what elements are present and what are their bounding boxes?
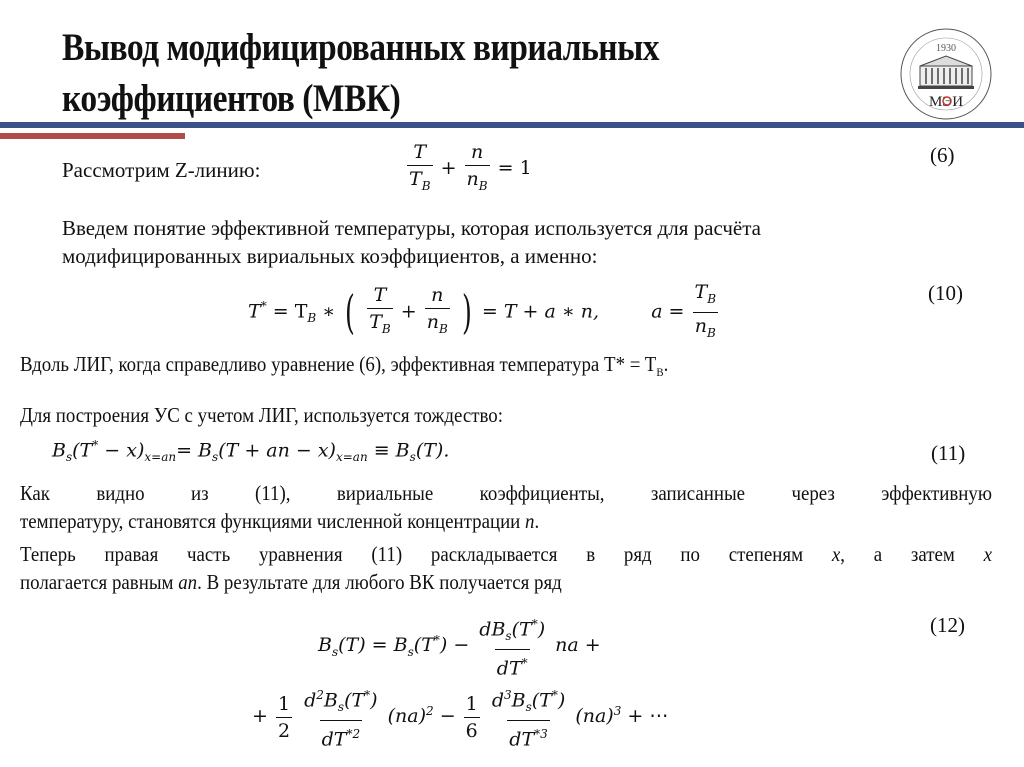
equation-12-line-2: + $\frac{1}{2}$ $\frac{d^2B_s(T^*)}{dT^{*2}}$ (na)$^2$ − $\frac{1}{6}$ $\frac{d^3B_s(T^*)}{dT^{*3}}$ (na)$^3$ + ⋯ bbox=[252, 683, 668, 751]
equation-10: $T^* = T_B$ ∗ ( $\frac{T}{T_B}$ + $\frac{n}{n_B}$ ) = T + a ∗ n, a = $\frac{T_B}{n_B}$ bbox=[248, 280, 720, 345]
fraction: $\frac{d^2B_s(T^*)}{dT^{*2}}$ bbox=[304, 688, 378, 751]
fraction: $\frac{T}{T_B}$ bbox=[407, 140, 433, 198]
lig-condition-text: Вдоль ЛИГ, когда справедливо уравнение (6), эффективная температура $T* = T_B$. bbox=[20, 352, 669, 380]
effective-temperature-intro: Введем понятие эффективной температуры, которая используется для расчёта модифицированных вириальных коэффициентов, а именно: bbox=[62, 216, 761, 268]
fraction: $\frac{n}{n_B}$ bbox=[465, 140, 490, 198]
equation-11: $B_s(T^* - x)_{x=an}= B_s(T$ + an − $x)_{x=an} \equiv B_s(T)$. bbox=[52, 438, 450, 465]
divider-bar-blue bbox=[0, 122, 1024, 128]
virial-coefficients-note: Как видно из (11), вириальные коэффициенты, записанные через эффективную температуру, становятся функциями численной концентрации n. bbox=[20, 481, 992, 533]
svg-text:МЭИ: МЭИ bbox=[928, 94, 964, 110]
fraction: $\frac{dB_s(T^*)}{dT^*}$ bbox=[479, 617, 546, 680]
z-line-label: Рассмотрим Z-линию: bbox=[62, 158, 261, 182]
equation-number-10: (10) bbox=[928, 281, 963, 305]
title-line-1: Вывод модифицированных вириальных bbox=[62, 26, 660, 69]
fraction: $\frac{T_B}{n_B}$ bbox=[693, 280, 719, 345]
divider-bar-red bbox=[0, 133, 185, 139]
series-expansion-note: Теперь правая часть уравнения (11) раскладывается в ряд по степеням x, а затем x полагается равным an. В результате для любого ВК получается ряд bbox=[20, 542, 993, 594]
fraction: $\frac{T}{T_B}$ bbox=[367, 283, 393, 341]
university-emblem-icon bbox=[898, 26, 994, 122]
svg-text:1930: 1930 bbox=[936, 43, 956, 54]
slide-title bbox=[62, 22, 767, 124]
equation-6: $\frac{T}{T_B}$ + $\frac{n}{n_B}$ = 1 bbox=[405, 140, 532, 198]
equation-number-12: (12) bbox=[930, 613, 965, 637]
title-line-2: коэффициентов (МВК) bbox=[62, 77, 401, 120]
fraction: $\frac{d^3B_s(T^*)}{dT^{*3}}$ bbox=[491, 688, 566, 751]
equation-12-line-1: $B_s(T) = B_s(T^*)$ − $\frac{dB_s(T^*)}{dT^*}$ na + bbox=[318, 612, 601, 680]
identity-intro: Для построения УС с учетом ЛИГ, используется тождество: bbox=[20, 403, 503, 427]
fraction: $\frac{n}{n_B}$ bbox=[425, 283, 450, 341]
equation-number-11: (11) bbox=[931, 441, 966, 465]
equation-number-6: (6) bbox=[930, 143, 955, 167]
fraction: $\frac{1}{2}$ bbox=[277, 692, 291, 742]
fraction: $\frac{1}{6}$ bbox=[465, 692, 478, 742]
mpei-logo bbox=[898, 26, 994, 122]
